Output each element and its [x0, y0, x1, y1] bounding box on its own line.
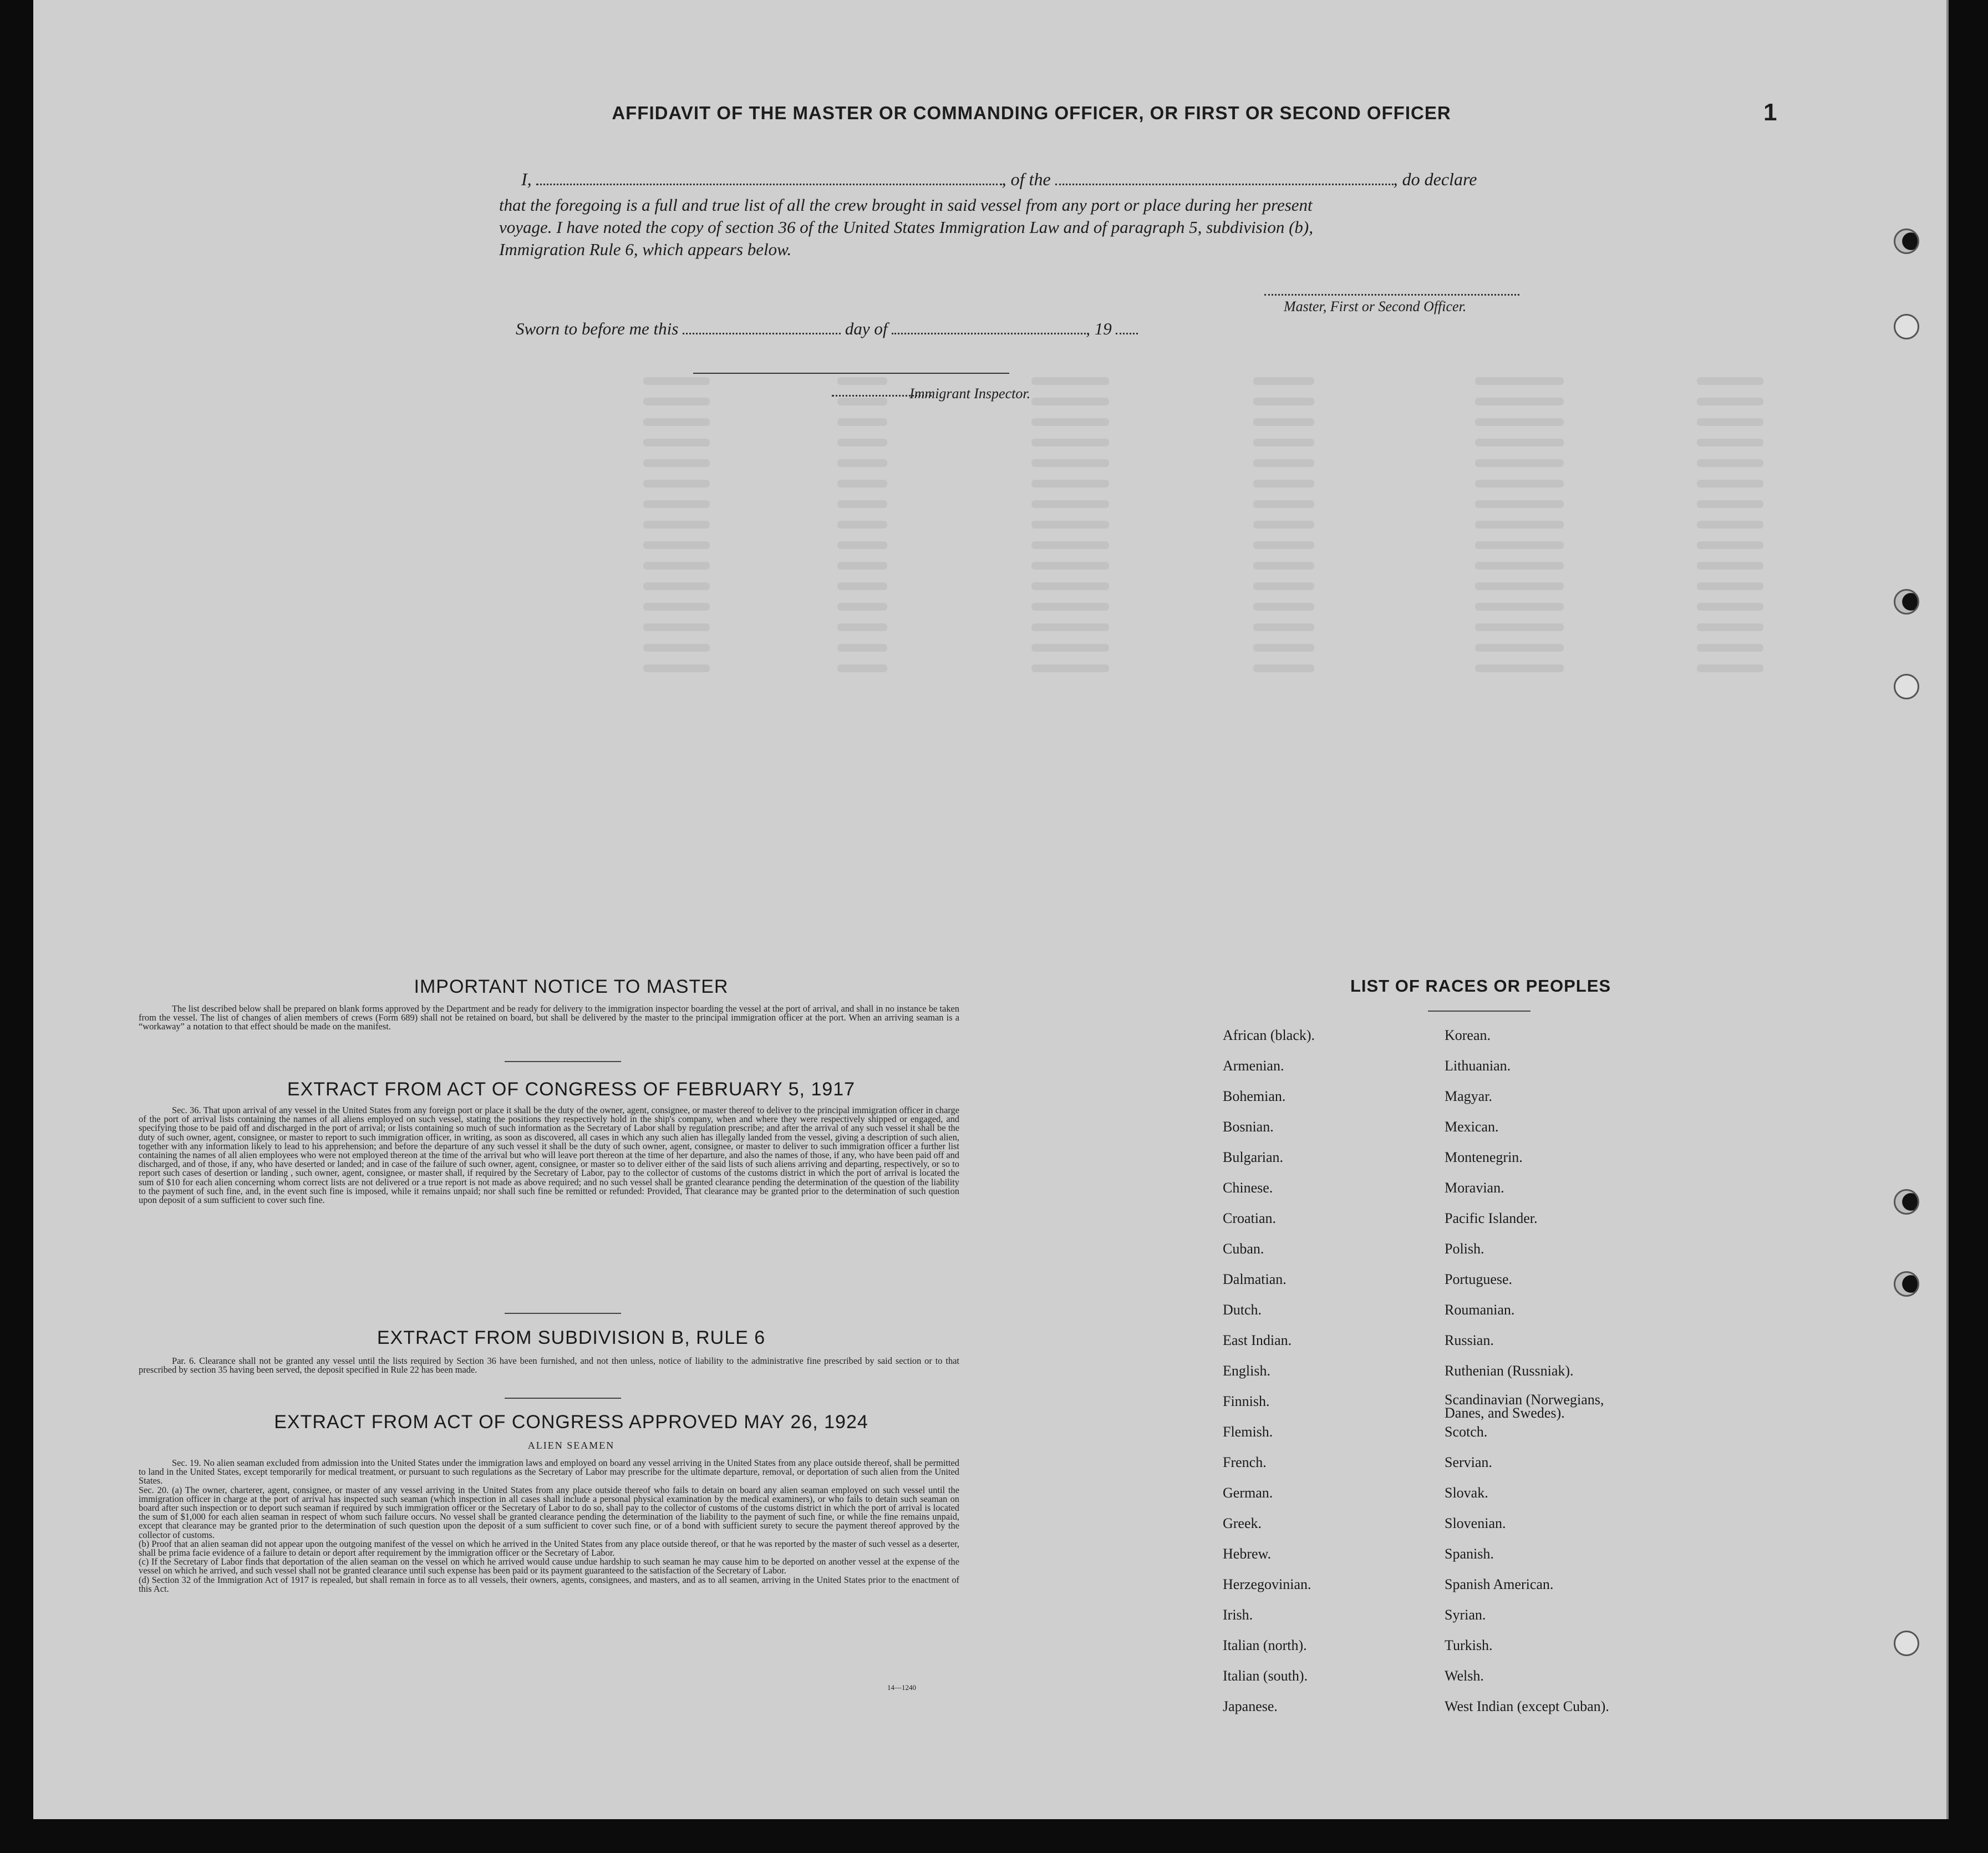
- race-item: Italian (north).: [1223, 1637, 1307, 1653]
- race-item: Herzegovinian.: [1223, 1576, 1311, 1592]
- bleed-through-mark: [837, 664, 887, 672]
- bleed-through-mark: [1697, 541, 1763, 549]
- bleed-through-mark: [1697, 664, 1763, 672]
- binder-hole-icon: [1894, 1189, 1919, 1215]
- bleed-through-mark: [643, 623, 710, 631]
- races-title-rule: [1428, 1011, 1531, 1012]
- race-item: Finnish.: [1223, 1393, 1270, 1409]
- bleed-through-mark: [837, 603, 887, 611]
- extract-1924-subtitle: ALIEN SEAMEN: [527, 1440, 615, 1451]
- extract-rule6-title: EXTRACT FROM SUBDIVISION B, RULE 6: [377, 1327, 766, 1348]
- race-item: Flemish.: [1223, 1424, 1273, 1440]
- race-item: Armenian.: [1223, 1058, 1284, 1074]
- bleed-through-mark: [1253, 582, 1314, 590]
- bleed-through-mark: [1031, 664, 1109, 672]
- bleed-through-mark: [643, 562, 710, 570]
- bleed-through-mark: [1253, 459, 1314, 467]
- bleed-through-mark: [1697, 521, 1763, 529]
- race-item: Russian.: [1445, 1332, 1494, 1348]
- bleed-through-mark: [837, 377, 887, 385]
- bleed-through-mark: [643, 664, 710, 672]
- bleed-through-mark: [1031, 418, 1109, 426]
- bleed-through-mark: [837, 398, 887, 405]
- race-item: Scandinavian (Norwegians, Danes, and Swedes).: [1445, 1392, 1604, 1421]
- bleed-through-mark: [1475, 418, 1564, 426]
- bleed-through-mark: [1253, 644, 1314, 652]
- bleed-through-mark: [1697, 418, 1763, 426]
- races-title: LIST OF RACES OR PEOPLES: [1350, 976, 1611, 996]
- race-item: Lithuanian.: [1445, 1058, 1511, 1074]
- bleed-through-mark: [837, 521, 887, 529]
- sworn-line: [516, 319, 1138, 339]
- bleed-through-mark: [1475, 603, 1564, 611]
- notice-body: The list described below shall be prepared on blank forms approved by the Department and be ready for delivery to the immigration inspector boarding the vessel at the port of arrival, and shall in no instance be taken from the vessel. The list of changes of alien members of crews (Form 689) shall not be retained on board, but shall be delivered by the master to the principal immigration officer at the port. When an arriving seaman is a “workaway” a notation to that effect should be made on the manifest.: [139, 1003, 959, 1032]
- race-item: Montenegrin.: [1445, 1149, 1523, 1165]
- bleed-through-mark: [1031, 603, 1109, 611]
- document-page: [33, 0, 1949, 1819]
- bleed-through-mark: [837, 418, 887, 426]
- extract-1917-body: Sec. 36. That upon arrival of any vessel in the United States from any foreign port or place it shall be the duty of the owner, agent, consignee, or master thereof to deliver to the principal immigration officer in charge of the port of arrival lists containing the names of all aliens employed on such vessel, stating the positions they respectively hold in the ship's company, when and where they were respectively shipped or engaged, and specifying those to be paid off and discharged in the port of arrival; or lists containing so much of such information as the Secretary of Labor shall by regulation prescribe; and after the arrival of any such vessel it shall be the duty of such owner, agent, consignee, or master to report to such immigration officer, in writing, as soon as discovered, all cases in which any such alien has illegally landed from the vessel, giving a description of such alien, together with any information likely to lead to his apprehension; and before the departure of any such vessel it shall be the duty of such owner, agent, consignee, or master to deliver to such immigration officer a further list containing the names of all alien employees who were not employed thereon at the time of the arrival but who will leave port thereon at the time of her departure, and also the names of those, if any, who have been paid off and discharged, and of those, if any, who have deserted or landed; and in case of the failure of such owner, agent, consignee, or master so to deliver either of the said lists of such aliens arriving and departing, respectively, or so to report such cases of desertion or landing , such owner, agent, consignee, or master shall, if required by the Secretary of Labor, pay to the collector of customs of the customs district in which the port of arrival is located the sum of $10 for each alien concerning whom correct lists are not delivered or a true report is not made as above required; and no such vessel shall be granted clearance pending the determination of the question of the liability to the payment of such fine, and, in the event such fine is imposed, while it remains unpaid; nor shall such fine be remitted or refunded: Provided, That clearance may be granted prior to the determination of such question upon deposit of a sum sufficient to cover such fine.: [139, 1105, 959, 1206]
- bleed-through-mark: [1697, 603, 1763, 611]
- bleed-through-mark: [1253, 664, 1314, 672]
- bleed-through-mark: [1253, 439, 1314, 446]
- binder-hole-icon: [1894, 589, 1919, 615]
- race-item: Spanish.: [1445, 1546, 1494, 1562]
- race-item: Italian (south).: [1223, 1668, 1308, 1684]
- bleed-through-mark: [1697, 377, 1763, 385]
- bleed-through-mark: [1475, 377, 1564, 385]
- race-item: Welsh.: [1445, 1668, 1484, 1684]
- race-item: Irish.: [1223, 1607, 1253, 1623]
- signature-line[interactable]: [1264, 294, 1519, 296]
- bleed-through-mark: [1253, 562, 1314, 570]
- bleed-through-mark: [837, 582, 887, 590]
- race-item: Slovenian.: [1445, 1515, 1506, 1531]
- bleed-through-mark: [1697, 398, 1763, 405]
- race-item: German.: [1223, 1485, 1273, 1501]
- bleed-through-mark: [1697, 459, 1763, 467]
- race-item: East Indian.: [1223, 1332, 1292, 1348]
- bleed-through-mark: [1475, 582, 1564, 590]
- bleed-through-mark: [643, 603, 710, 611]
- bleed-through-mark: [643, 398, 710, 405]
- affidavit-line-2: that the foregoing is a full and true list of all the crew brought in said vessel from any port or place during her present: [499, 195, 1313, 215]
- bleed-through-mark: [1475, 398, 1564, 405]
- race-item: Syrian.: [1445, 1607, 1486, 1623]
- vessel-rank-label: , of the: [1001, 169, 1051, 189]
- extract-1917-title: EXTRACT FROM ACT OF CONGRESS OF FEBRUARY 5, 1917: [287, 1079, 856, 1100]
- bleed-through-mark: [1475, 500, 1564, 508]
- binder-hole-icon: [1894, 229, 1919, 254]
- race-item: Polish.: [1445, 1241, 1484, 1257]
- bleed-through-mark: [643, 521, 710, 529]
- race-item: English.: [1223, 1363, 1270, 1379]
- sworn-day-field[interactable]: [683, 333, 841, 334]
- race-item: Croatian.: [1223, 1210, 1277, 1226]
- bleed-through-mark: [1475, 623, 1564, 631]
- affidavit-line-1: [521, 169, 1575, 190]
- bleed-through-mark: [643, 439, 710, 446]
- bleed-through-mark: [1697, 439, 1763, 446]
- bleed-through-mark: [1697, 623, 1763, 631]
- bleed-through-mark: [1031, 521, 1109, 529]
- bleed-through-mark: [1253, 521, 1314, 529]
- bleed-through-mark: [643, 541, 710, 549]
- declarant-prefix: I,: [521, 169, 532, 189]
- race-item: Dalmatian.: [1223, 1271, 1287, 1287]
- race-item: Moravian.: [1445, 1180, 1504, 1196]
- inspector-signature-line[interactable]: [693, 373, 1009, 374]
- bleed-through-mark: [1697, 562, 1763, 570]
- bleed-through-mark: [1697, 582, 1763, 590]
- declare-label: , do declare: [1393, 169, 1477, 189]
- page-number: 1: [1763, 99, 1778, 126]
- bleed-through-mark: [1253, 500, 1314, 508]
- bleed-through-mark: [1697, 500, 1763, 508]
- bleed-through-mark: [837, 439, 887, 446]
- race-item: Cuban.: [1223, 1241, 1264, 1257]
- race-item: Dutch.: [1223, 1302, 1262, 1318]
- race-item: Slovak.: [1445, 1485, 1488, 1501]
- binder-hole-icon: [1894, 1631, 1919, 1656]
- race-item: Bulgarian.: [1223, 1149, 1284, 1165]
- bleed-through-mark: [1031, 439, 1109, 446]
- bleed-through-mark: [1475, 664, 1564, 672]
- bleed-through-mark: [643, 459, 710, 467]
- race-item: Mexican.: [1445, 1119, 1499, 1135]
- divider-2: [505, 1313, 621, 1314]
- race-item: West Indian (except Cuban).: [1445, 1698, 1609, 1714]
- bleed-through-mark: [1475, 644, 1564, 652]
- bleed-through-mark: [1697, 644, 1763, 652]
- bleed-through-mark: [1475, 521, 1564, 529]
- bleed-through-mark: [643, 377, 710, 385]
- race-item: Portuguese.: [1445, 1271, 1513, 1287]
- extract-1924-title: EXTRACT FROM ACT OF CONGRESS APPROVED MAY 26, 1924: [274, 1412, 868, 1433]
- inspector-label: Immigrant Inspector.: [909, 385, 1031, 402]
- race-item: Spanish American.: [1445, 1576, 1554, 1592]
- bleed-through-mark: [837, 480, 887, 488]
- bleed-through-mark: [1253, 418, 1314, 426]
- bleed-through-mark: [1475, 541, 1564, 549]
- declarant-name-field[interactable]: [536, 184, 1002, 185]
- bleed-through-mark: [643, 582, 710, 590]
- extract-1924-body: Sec. 19. No alien seaman excluded from admission into the United States under the immigration laws and employed on board any vessel arriving in the United States from any place outside thereof, shall be permitted to land in the United States, except temporarily for medical treatment, or pursuant to such regulations as the Secretary of Labor may prescribe for the ultimate departure, removal, or deportation of such alien from the United States. Sec. 20. (a) The owner, charterer, agent, consignee, or master of any vessel arriving in the United States from any place outside thereof who fails to detain on board any alien seaman employed on such vessel until the immigration officer in charge at the port of arrival has inspected such seaman (which inspection in all cases shall include a personal physical examination by the medical examiners), or who fails to detain such seaman on board after such inspection or to deport such seaman if required by such immigration officer or the Secretary of Labor to do so, shall pay to the collector of customs of the customs district in which the port of arrival is located the sum of $1,000 for each alien seaman in respect of whom such failure occurs. No vessel shall be granted clearance pending the determination of the liability to the payment of such fine, or while the fine remains unpaid, except that clearance may be granted prior to the determination of such question upon the deposit of a sum sufficient to cover such fine, or of a bond with sufficient surety to secure the payment thereof approved by the collector of customs. (b) Proof that an alien seaman did not appear upon the outgoing manifest of the vessel on which he arrived in the United States from any place outside thereof, or that he was reported by the master of such vessel as a deserter, shall be prima facie evidence of a failure to detain or deport after requirement by the immigration officer or the Secretary of Labor. (c) If the Secretary of Labor finds that deportation of the alien seaman on the vessel on which he arrived would cause undue hardship to such seaman he may cause him to be deported on another vessel at the expense of the vessel on which he arrived, and such vessel shall not be granted clearance until such expense has been paid or its payment guaranteed to the satisfaction of the Secretary of Labor. (d) Section 32 of the Immigration Act of 1917 is repealed, but shall remain in force as to all vessels, their owners, agents, consignees, and masters, and as to all seamen, arriving in the United States prior to the enactment of this Act.: [139, 1458, 959, 1594]
- bleed-through-mark: [1031, 480, 1109, 488]
- sworn-year-label: , 19: [1086, 319, 1112, 338]
- bleed-through-mark: [837, 562, 887, 570]
- sworn-prefix: Sworn to before me this: [516, 319, 679, 338]
- bleed-through-mark: [837, 500, 887, 508]
- sworn-year-field[interactable]: [1116, 333, 1138, 334]
- race-item: Korean.: [1445, 1027, 1491, 1043]
- binder-hole-icon: [1894, 1271, 1919, 1297]
- race-item: Roumanian.: [1445, 1302, 1515, 1318]
- race-item: Ruthenian (Russniak).: [1445, 1363, 1574, 1379]
- bleed-through-mark: [1697, 480, 1763, 488]
- race-item: Greek.: [1223, 1515, 1262, 1531]
- bleed-through-mark: [1253, 377, 1314, 385]
- extract-rule6-body: Par. 6. Clearance shall not be granted any vessel until the lists required by Section 36 have been furnished, and not then unless, notice of liability to the administrative fine prescribed by said section or to that prescribed by section 35 having been served, the deposit specified in Rule 22 has been made.: [139, 1356, 959, 1375]
- race-item: Turkish.: [1445, 1637, 1493, 1653]
- form-number: 14—1240: [887, 1683, 916, 1692]
- race-item: Hebrew.: [1223, 1546, 1272, 1562]
- bleed-through-mark: [643, 418, 710, 426]
- affidavit-line-4: Immigration Rule 6, which appears below.: [499, 240, 792, 259]
- bleed-through-mark: [837, 459, 887, 467]
- signature-label: Master, First or Second Officer.: [1284, 298, 1467, 314]
- race-item: Scotch.: [1445, 1424, 1488, 1440]
- bleed-through-mark: [1031, 459, 1109, 467]
- bleed-through-mark: [1253, 541, 1314, 549]
- race-item: Bohemian.: [1223, 1088, 1286, 1104]
- race-item: Pacific Islander.: [1445, 1210, 1538, 1226]
- bleed-through-mark: [837, 623, 887, 631]
- notice-title: IMPORTANT NOTICE TO MASTER: [414, 976, 729, 997]
- race-item: Magyar.: [1445, 1088, 1492, 1104]
- bleed-through-mark: [643, 500, 710, 508]
- bleed-through-mark: [1031, 377, 1109, 385]
- race-item: African (black).: [1223, 1027, 1315, 1043]
- race-item: Chinese.: [1223, 1180, 1273, 1196]
- bleed-through-mark: [1031, 500, 1109, 508]
- race-item: Bosnian.: [1223, 1119, 1274, 1135]
- bleed-through-mark: [1253, 623, 1314, 631]
- divider-3: [505, 1398, 621, 1399]
- bleed-through-mark: [1031, 582, 1109, 590]
- divider-1: [505, 1061, 621, 1062]
- bleed-through-mark: [1475, 480, 1564, 488]
- bleed-through-mark: [1031, 623, 1109, 631]
- bleed-through-mark: [1475, 459, 1564, 467]
- bleed-through-mark: [643, 644, 710, 652]
- race-item: Japanese.: [1223, 1698, 1278, 1714]
- bleed-through-mark: [1475, 562, 1564, 570]
- bleed-through-mark: [1253, 398, 1314, 405]
- race-item: French.: [1223, 1454, 1267, 1470]
- affidavit-line-3: voyage. I have noted the copy of section 36 of the United States Immigration Law and of paragraph 5, subdivision (b),: [499, 217, 1313, 237]
- sworn-month-field[interactable]: [892, 333, 1086, 334]
- bleed-through-mark: [837, 644, 887, 652]
- race-item: Servian.: [1445, 1454, 1492, 1470]
- sworn-day-label: day of: [845, 319, 888, 338]
- binder-hole-icon: [1894, 314, 1919, 339]
- bleed-through-mark: [643, 480, 710, 488]
- affidavit-title: AFFIDAVIT OF THE MASTER OR COMMANDING OFFICER, OR FIRST OR SECOND OFFICER: [612, 103, 1451, 123]
- binder-hole-icon: [1894, 674, 1919, 699]
- bleed-through-mark: [1475, 439, 1564, 446]
- bleed-through-mark: [1031, 562, 1109, 570]
- bleed-through-mark: [1253, 603, 1314, 611]
- bleed-through-mark: [1031, 398, 1109, 405]
- vessel-name-field[interactable]: [1055, 184, 1394, 185]
- bleed-through-mark: [1031, 541, 1109, 549]
- bleed-through-mark: [1253, 480, 1314, 488]
- bleed-through-mark: [837, 541, 887, 549]
- bleed-through-mark: [1031, 644, 1109, 652]
